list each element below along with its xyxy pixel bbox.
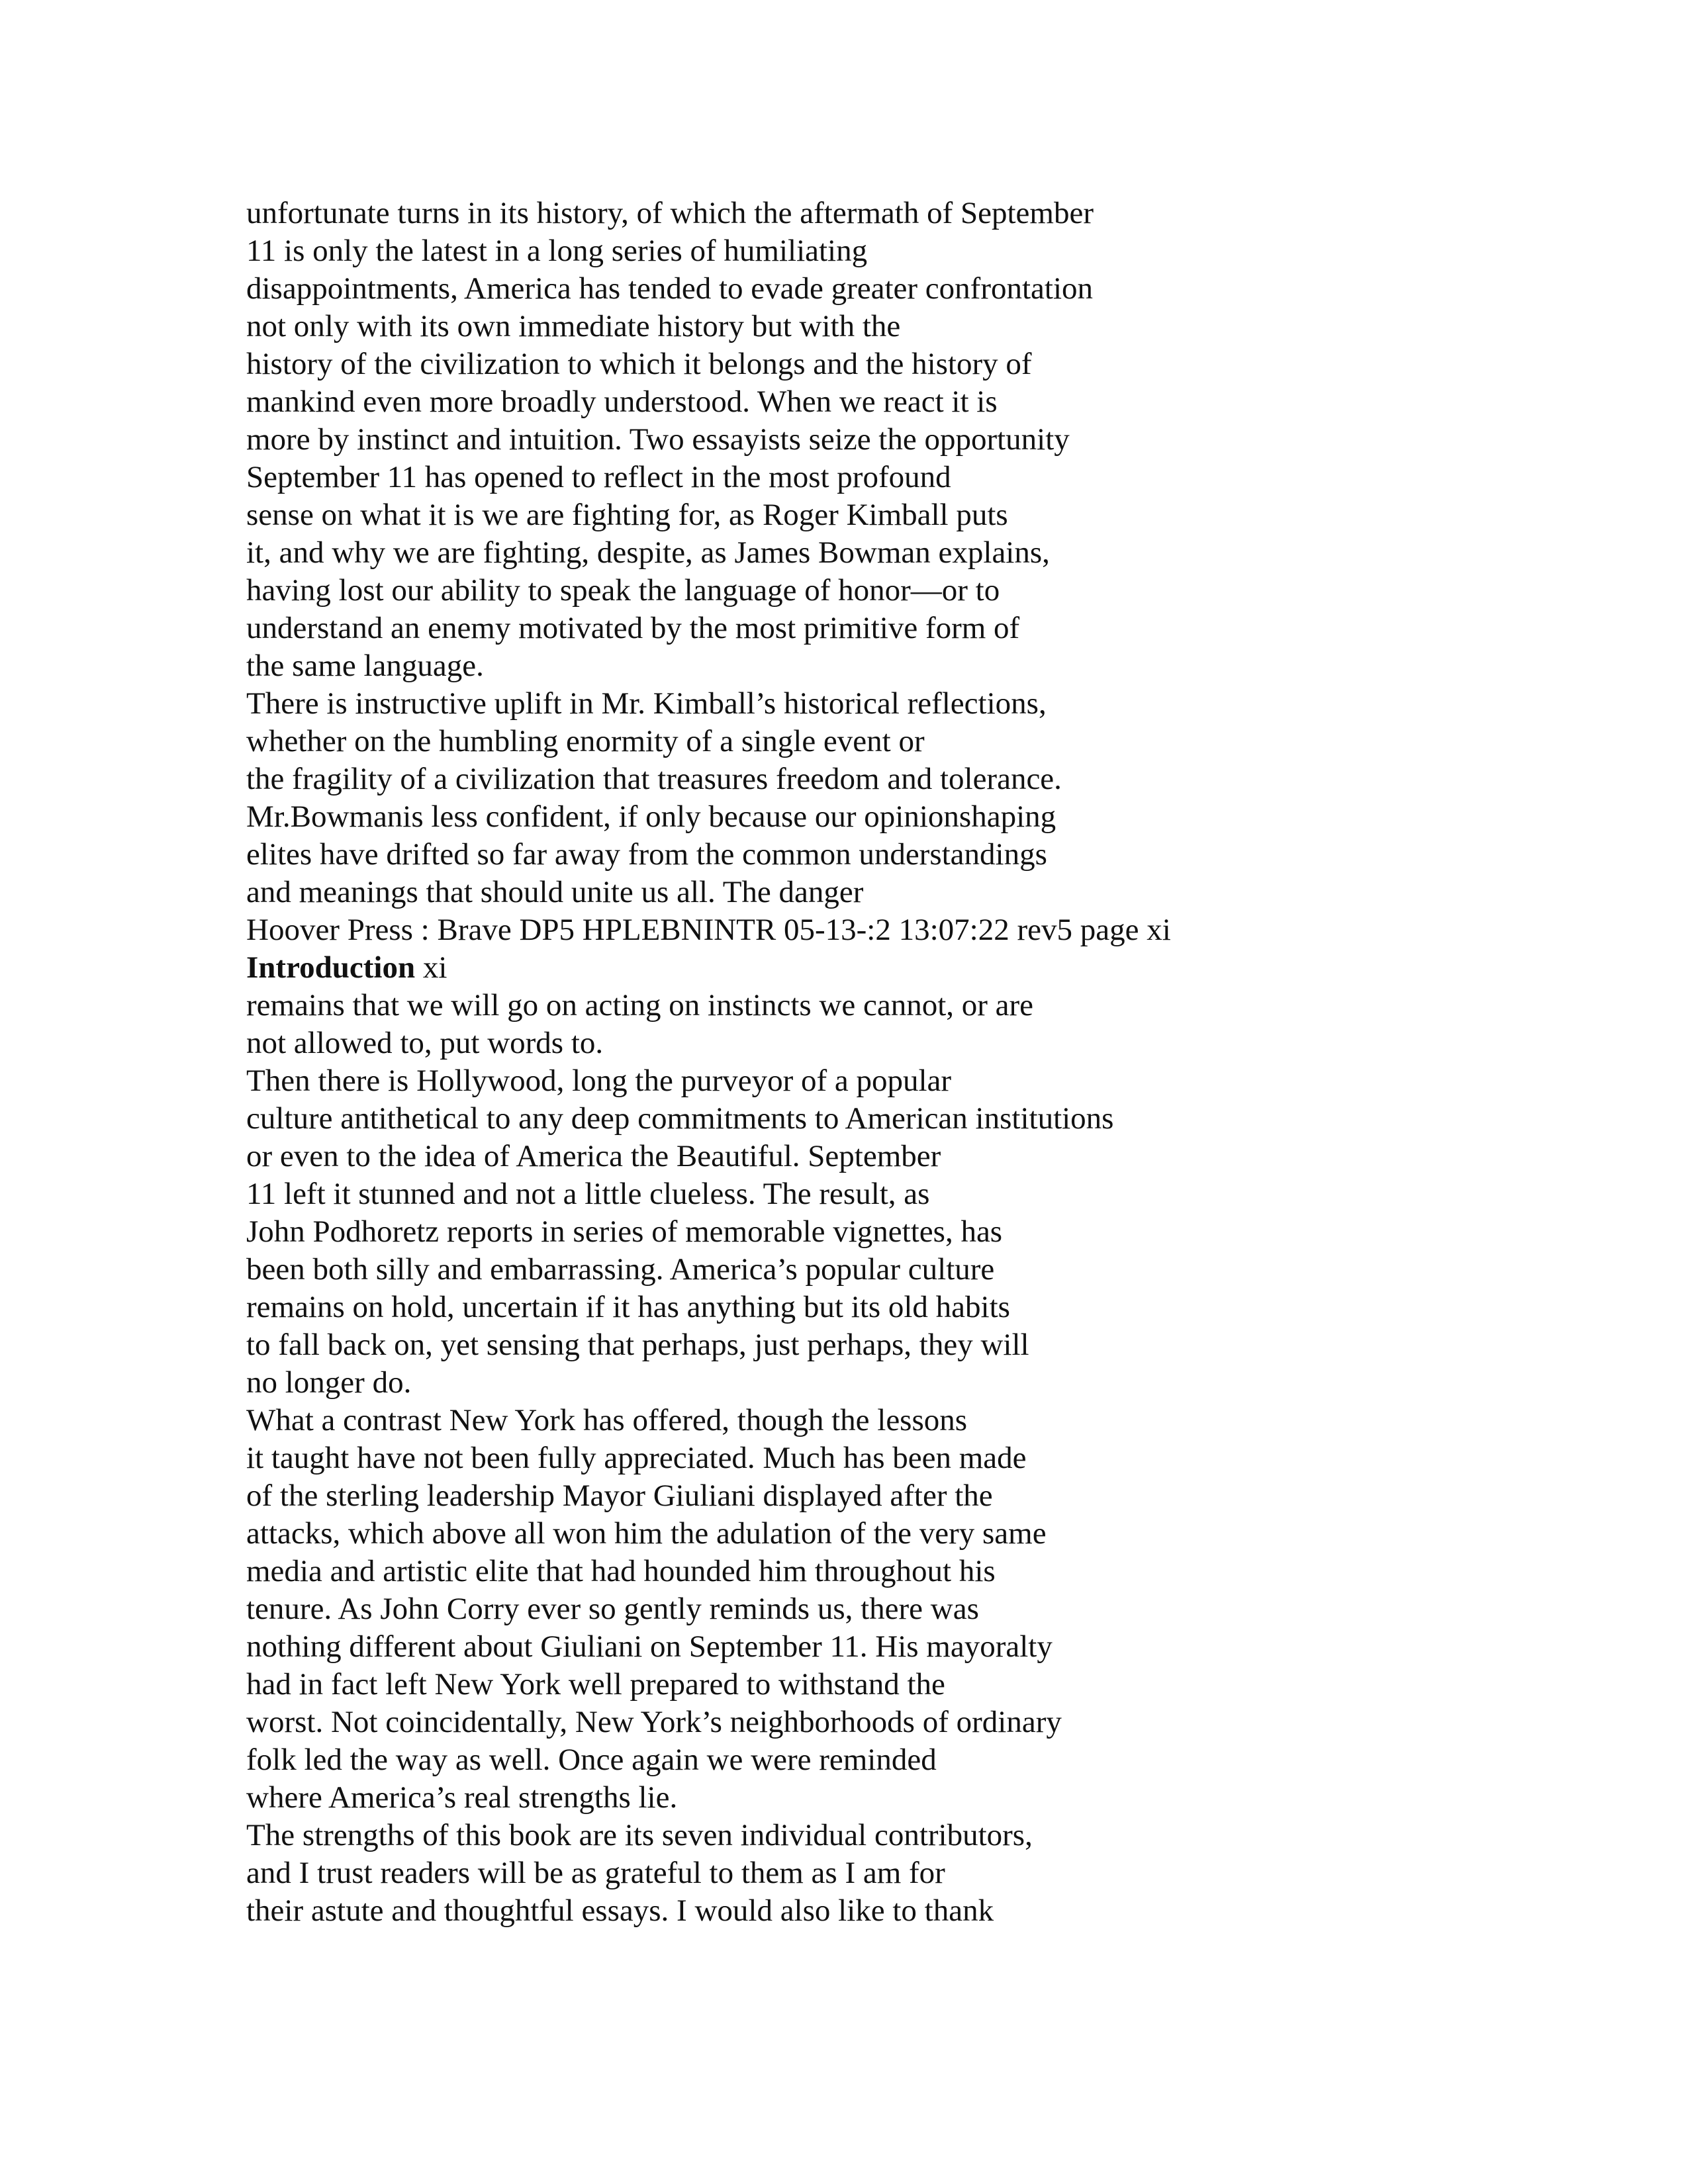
paragraph-block-2 (246, 987, 1570, 1930)
text-line: whether on the humbling enormity of a single event or (246, 724, 925, 758)
text-line: and meanings that should unite us all. The danger (246, 875, 864, 909)
text-line: sense on what it is we are fighting for, as Roger Kimball puts (246, 498, 1008, 532)
text-line: no longer do. (246, 1365, 412, 1400)
body-text (246, 195, 1570, 1930)
text-line: unfortunate turns in its history, of which the aftermath of September (246, 196, 1094, 230)
text-line: been both silly and embarrassing. America’s popular culture (246, 1252, 995, 1287)
text-line: where America’s real strengths lie. (246, 1780, 678, 1815)
text-line: the same language. (246, 649, 484, 683)
text-line: having lost our ability to speak the language of honor—or to (246, 573, 1000, 608)
text-line: and I trust readers will be as grateful to them as I am for (246, 1856, 945, 1890)
text-line: mankind even more broadly understood. When we react it is (246, 385, 998, 419)
text-line: media and artistic elite that had hounded him throughout his (246, 1554, 996, 1588)
section-heading (246, 949, 1570, 987)
paragraph-block-1 (246, 195, 1570, 911)
text-line: culture antithetical to any deep commitments to American institutions (246, 1101, 1114, 1136)
text-line: understand an enemy motivated by the most primitive form of (246, 611, 1020, 645)
text-line: not allowed to, put words to. (246, 1026, 604, 1060)
text-line: attacks, which above all won him the adulation of the very same (246, 1516, 1047, 1551)
text-line: worst. Not coincidentally, New York’s neighborhoods of ordinary (246, 1705, 1062, 1739)
text-line: or even to the idea of America the Beautiful. September (246, 1139, 941, 1173)
running-header: Hoover Press : Brave DP5 HPLEBNINTR 05-13-:2 13:07:22 rev5 page xi (246, 913, 1171, 947)
section-title: Introduction (246, 950, 416, 985)
text-line: John Podhoretz reports in series of memorable vignettes, has (246, 1214, 1003, 1249)
text-line: history of the civilization to which it belongs and the history of (246, 347, 1032, 381)
text-line: had in fact left New York well prepared to withstand the (246, 1667, 945, 1702)
text-line: remains that we will go on acting on instincts we cannot, or are (246, 988, 1034, 1023)
text-line: of the sterling leadership Mayor Giuliani displayed after the (246, 1479, 993, 1513)
text-line: it, and why we are fighting, despite, as James Bowman explains, (246, 535, 1050, 570)
text-line: 11 left it stunned and not a little clueless. The result, as (246, 1177, 930, 1211)
text-line: the fragility of a civilization that treasures freedom and tolerance. (246, 762, 1062, 796)
text-line: not only with its own immediate history but with the (246, 309, 901, 343)
text-line: more by instinct and intuition. Two essayists seize the opportunity (246, 422, 1070, 457)
text-line: There is instructive uplift in Mr. Kimball’s historical reflections, (246, 686, 1047, 721)
text-line: remains on hold, uncertain if it has anything but its old habits (246, 1290, 1010, 1324)
text-line: The strengths of this book are its seven individual contributors, (246, 1818, 1033, 1852)
text-line: 11 is only the latest in a long series of humiliating (246, 234, 868, 268)
text-line: Then there is Hollywood, long the purveyor of a popular (246, 1064, 952, 1098)
text-line: to fall back on, yet sensing that perhaps, just perhaps, they will (246, 1328, 1029, 1362)
text-line: disappointments, America has tended to evade greater confrontation (246, 271, 1094, 306)
text-line: folk led the way as well. Once again we were reminded (246, 1743, 937, 1777)
page-number: xi (415, 950, 447, 985)
text-line: it taught have not been fully appreciated. Much has been made (246, 1441, 1027, 1475)
text-line: their astute and thoughtful essays. I would also like to thank (246, 1893, 994, 1928)
text-line: elites have drifted so far away from the common understandings (246, 837, 1047, 872)
text-line: nothing different about Giuliani on September 11. His mayoralty (246, 1629, 1053, 1664)
text-line: Mr.Bowmanis less confident, if only because our opinionshaping (246, 799, 1056, 834)
text-line: tenure. As John Corry ever so gently reminds us, there was (246, 1592, 979, 1626)
text-line: September 11 has opened to reflect in the most profound (246, 460, 951, 494)
text-line: What a contrast New York has offered, though the lessons (246, 1403, 968, 1437)
